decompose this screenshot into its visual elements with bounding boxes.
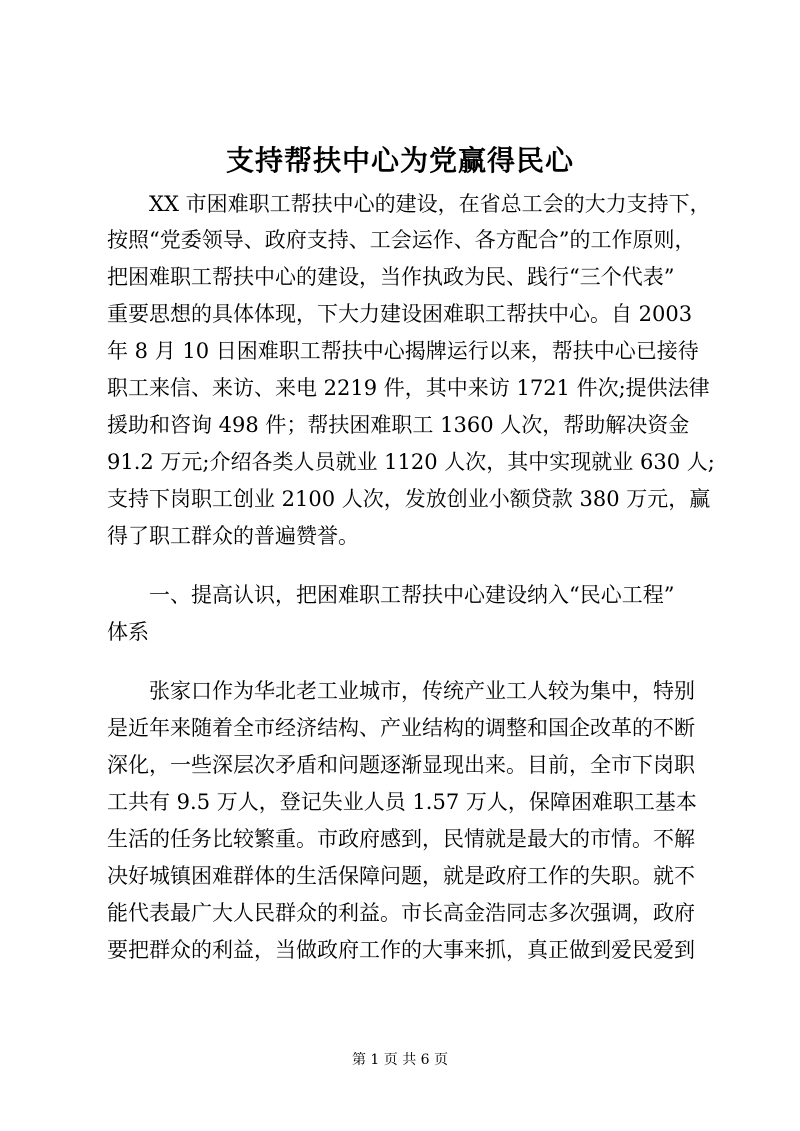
page-title: 支持帮扶中心为党赢得民心 (225, 144, 574, 177)
paragraph-line: 能代表最广大人民群众的利益。市长高金浩同志多次强调，政府 (107, 901, 695, 925)
section-heading-line: 一、提高认识，把困难职工帮扶中心建设纳入“民心工程” (149, 583, 675, 607)
paragraph-line: 援助和咨询 498 件；帮扶困难职工 1360 人次，帮助解决资金 (107, 413, 690, 437)
paragraph-line: 生活的任务比较繁重。市政府感到，民情就是最大的市情。不解 (107, 827, 695, 851)
section-heading-line: 体系 (107, 620, 149, 644)
paragraph-line: 支持下岗职工创业 2100 人次，发放创业小额贷款 380 万元，赢 (107, 487, 711, 511)
paragraph-line: 决好城镇困难群体的生活保障问题，就是政府工作的失职。就不 (107, 864, 695, 888)
paragraph-line: 91.2 万元;介绍各类人员就业 1120 人次，其中实现就业 630 人; (107, 450, 715, 474)
paragraph-line: 张家口作为华北老工业城市，传统产业工人较为集中，特别 (149, 679, 695, 703)
paragraph-line: 是近年来随着全市经济结构、产业结构的调整和国企改革的不断 (107, 716, 695, 740)
paragraph-line: 重要思想的具体体现，下大力建设困难职工帮扶中心。自 2003 (107, 302, 693, 326)
paragraph-line: 年 8 月 10 日困难职工帮扶中心揭牌运行以来，帮扶中心已接待 (107, 339, 699, 363)
paragraph-line: 职工来信、来访、来电 2219 件，其中来访 1721 件次;提供法律 (107, 376, 710, 400)
paragraph-line: 要把群众的利益，当做政府工作的大事来抓，真正做到爱民爱到 (107, 938, 695, 962)
paragraph-line: XX 市困难职工帮扶中心的建设，在省总工会的大力支持下， (149, 192, 711, 216)
paragraph-line: 深化，一些深层次矛盾和问题逐渐显现出来。目前，全市下岗职 (107, 753, 695, 777)
paragraph-line: 得了职工群众的普遍赞誉。 (107, 524, 359, 548)
paragraph-line: 工共有 9.5 万人，登记失业人员 1.57 万人，保障困难职工基本 (107, 790, 697, 814)
paragraph-line: 把困难职工帮扶中心的建设，当作执政为民、践行“三个代表” (107, 265, 675, 289)
page-footer: 第 1 页 共 6 页 (351, 1052, 449, 1068)
paragraph-line: 按照“党委领导、政府支持、工会运作、各方配合”的工作原则， (107, 228, 696, 252)
